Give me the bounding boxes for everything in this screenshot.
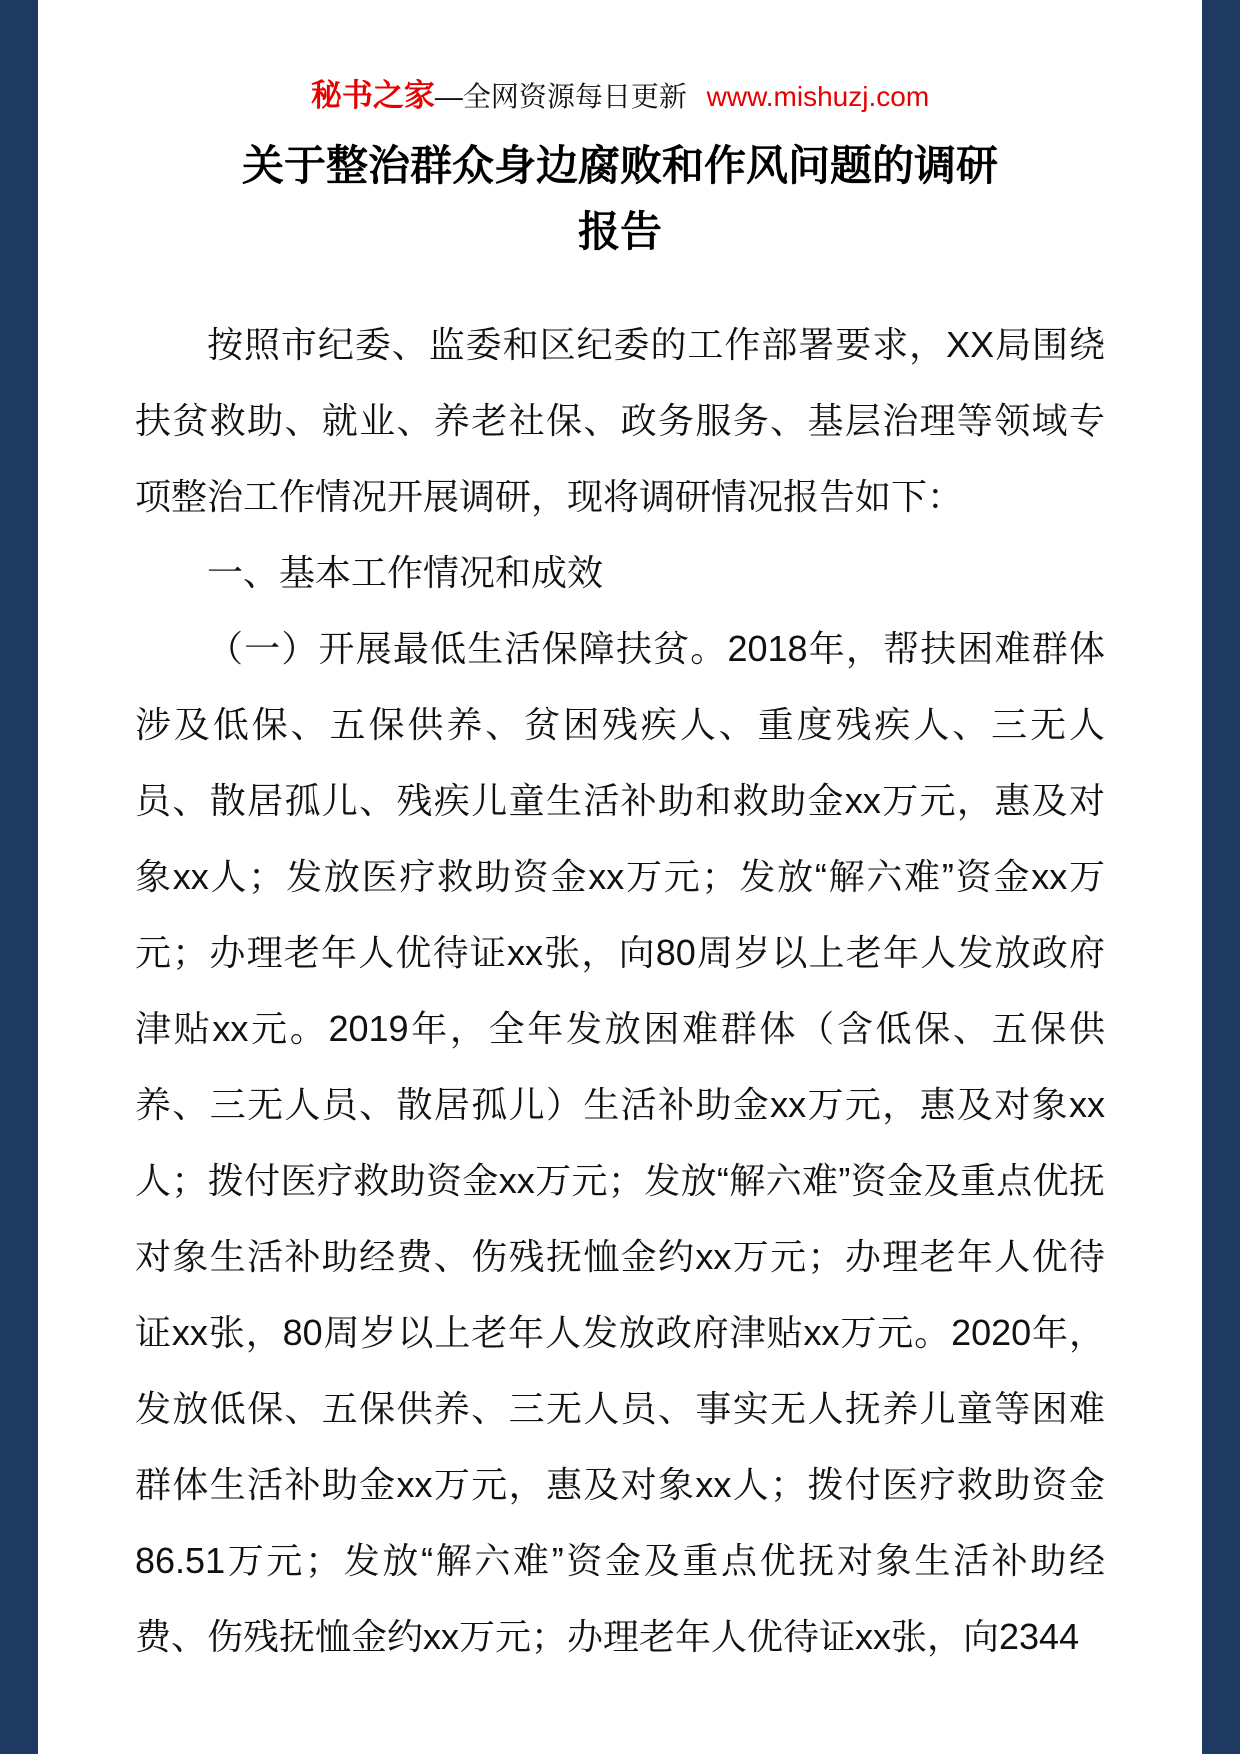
site-brand: 秘书之家 bbox=[310, 78, 435, 113]
document-title: 关于整治群众身边腐败和作风问题的调研报告 bbox=[241, 142, 998, 255]
paragraph: （一）开展最低生活保障扶贫。2018年，帮扶困难群体涉及低保、五保供养、贫困残疾人、重度残疾人、三无人员、散居孤儿、残疾儿童生活补助和救助金xx万元，惠及对象xx人；发放医疗救助资金xx万元；发放“解六难”资金xx万元；办理老年人优待证xx张，向80周岁以上老年人发放政府津贴xx元。2019年，全年发放困难群体（含低保、五保供养、三无人员、散居孤儿）生活补助金xx万元，惠及对象xx人；拨付医疗救助资金xx万元；发放“解六难”资金及重点优抚对象生活补助经费、伤残抚恤金约xx万元；办理老年人优待证xx张，80周岁以上老年人发放政府津贴xx万元。2020年，发放低保、五保供养、三无人员、事实无人抚养儿童等困难群体生活补助金xx万元，惠及对象xx人；拨付医疗救助资金86.51万元；发放“解六难”资金及重点优抚对象生活补助经费、伤残抚恤金约xx万元；办理老年人优待证xx张，向2344 bbox=[135, 628, 1105, 1657]
paragraph: 一、基本工作情况和成效 bbox=[207, 552, 604, 593]
site-url-link[interactable]: www.mishuzj.com bbox=[706, 81, 930, 112]
document-page bbox=[38, 0, 1202, 1754]
document-body bbox=[38, 265, 1202, 1675]
site-tagline: —全网资源每日更新 bbox=[434, 81, 687, 112]
site-header bbox=[38, 0, 1202, 117]
paragraph: 按照市纪委、监委和区纪委的工作部署要求，XX局围绕扶贫救助、就业、养老社保、政务服务、基层治理等领域专项整治工作情况开展调研，现将调研情况报告如下： bbox=[135, 324, 1105, 517]
